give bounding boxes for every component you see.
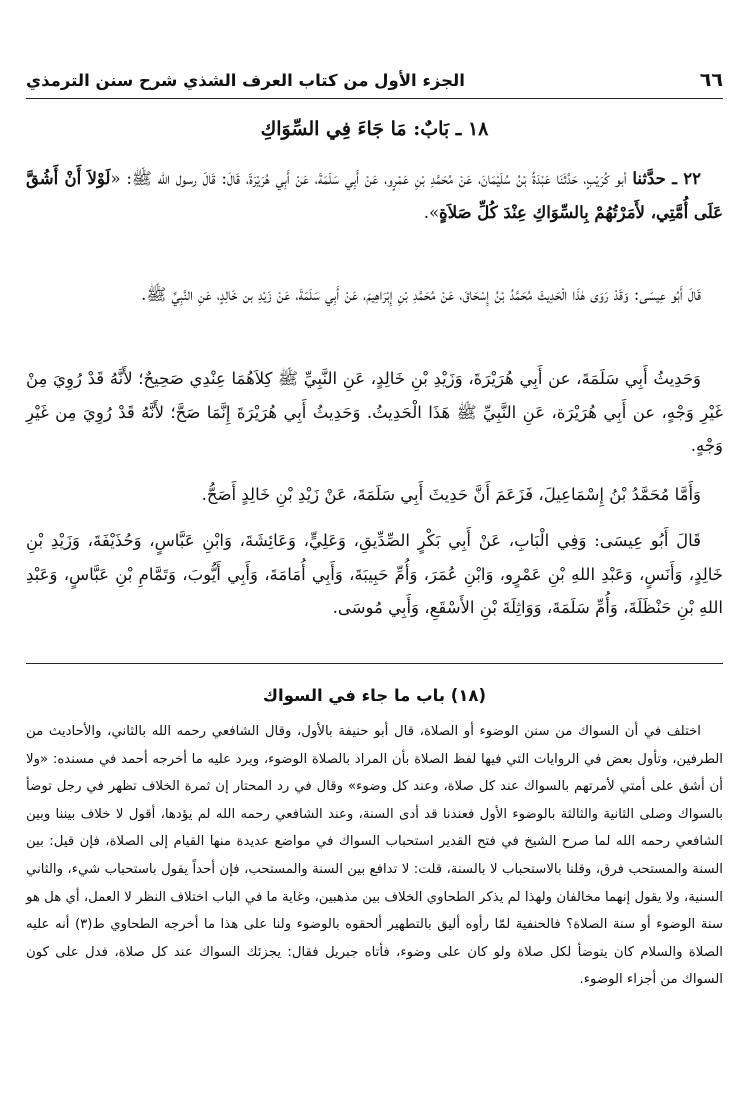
hadith-chain: أبو كُرَيْبٍ، حَدَّثَنَا عَبْدَةُ بْنُ سُلَيْمَانَ، عَنْ مُحَمَّدِ بْنِ عَمْرٍو، عَنْ أَبِي سَلَمَةَ، عَنْ أَبِي هُرَيْرَةَ، قَالَ: قَالَ رسول الله ﷺ: « [110,169,633,188]
page-number: ٦٦ [699,69,723,91]
commentary-paragraph-4: قَالَ أَبُو عِيسَى: وَفِي الْبَابِ، عَنْ أَبِي بَكْرٍ الصِّدِّيقِ، وَعَلِيٍّ، وَعَائِشَةَ، وَابْنِ عَبَّاسٍ، وَحُذَيْفَةَ، وَزَيْدِ بْنِ خَالِدٍ، وَأَنَسٍ، وَعَبْدِ اللهِ بْنِ عَمْرٍو، وَابْنِ عُمَرَ، وَأُمِّ حَبِيبَةَ، وَأَبِي أُمَامَةَ، وَأَبِي أَيُّوبَ، وَتَمَّامِ بْنِ عَبَّاسٍ، وَعَبْدِ اللهِ بْنِ حَنْظَلَةَ، وَأُمِّ سَلَمَةَ، وَوَاثِلَةَ بْنِ الأَسْقَعِ، وَأَبِي مُوسَى. [26,531,723,617]
chapter-title: ١٨ ـ بَابٌ: مَا جَاءَ فِي السِّوَاكِ [260,118,489,140]
hadith-close: ». [423,202,440,222]
hadith-text: لَوْلاَ أَنْ أَشُقَّ عَلَى أُمَّتِي، لأَمَرْتُهُمْ بِالسِّوَاكِ عِنْدَ كُلِّ صَلاَةٍ [26,169,723,222]
book-title: الجزء الأول من كتاب العرف الشذي شرح سنن الترمذي [26,70,465,90]
hadith-paragraph [26,162,723,229]
running-header [26,62,723,99]
commentary-paragraph-1: قَالَ أَبُو عِيسَى: وَقَدْ رَوَى هٰذَا الْحَدِيثَ مُحَمَّدُ بْنُ إِسْحَاقَ، عَنْ مُحَمَّدِ بْنِ إِبْرَاهِيمَ، عَنْ أَبِي سَلَمَةَ، عَنْ زَيْدِ بن خَالِدٍ، عَنِ النَّبِيِّ ﷺ. [141,285,701,304]
commentary-paragraph-2: وَحَدِيثُ أَبِي سَلَمَةَ، عن أَبِي هُرَيْرَةَ، وَزَيْدِ بْنِ خَالِدٍ، عَنِ النَّبِيِّ ﷺ كِلاَهُمَا عِنْدِي صَحِيحٌ؛ لأَنَّهُ قَدْ رُوِيَ مِنْ غَيْرِ وَجْهٍ، عن أَبِي هُرَيْرَة، عَنِ النَّبِيِّ ﷺ هَذَا الْحَدِيثُ. وَحَدِيثُ أَبِي هُرَيْرَةَ إِنَّمَا صَحَّ؛ لأَنَّهُ قَدْ رُوِيَ مِن غَيْرِ وَجْهٍ. [26,369,723,455]
commentary-body: اختلف في أن السواك من سنن الوضوء أو الصلاة، قال أبو حنيفة بالأول، وقال الشافعي رحمه الله بالثاني، والأحاديث من الطرفين، وتأول بعض في الروايات التي فيها لفظ الصلاة بأن المراد بالصلاة الوضوء، ويرد عليه ما أخرجه أحمد في مسنده: «ولا أن أشق على أمتي لأمرتهم بالسواك عند كل صلاة، وعند كل وضوء» وقال في رد المحتار إن ثمرة الخلاف تظهر في رجل توضأ بالسواك وصلى الثانية والثالثة بالوضوء الأول فعندنا قد أدى السنة، وعند الشافعي رحمه الله لم يؤدها، أقول لا خلاف بيننا وبين الشافعي رحمه الله لما صرح الشيخ في فتح القدير استحباب السواك في مواضع عديدة منها القيام إلى الصلاة، فإن قيل: بين السنة والمستحب فرق، وقلنا بالاستحباب لا بالسنة، قلت: لا تدافع بين السنة والمستحب، فإن أحداً يقول باستحباب شيء، والثاني السنية، ولا يقول إنهما مخالفان ولهذا لم يذكر الطحاوي الخلاف بين مذهبين، وغاية ما في الباب اختلاف النظر لا العمل، أي هل هو سنة الوضوء أو سنة الصلاة؟ فالحنفية لمّا رأوه أليق بالتطهير ألحقوه بالوضوء ولنا على هذا ما أخرجه الطحاوي ط(٣) أنه عليه الصلاة والسلام كان يتوضأ لكل صلاة ولو كان على وضوء، فأتاه جبريل فقال: يجزئك السواك عند كل صلاة، فدل على كون السواك من أجزاء الوضوء. [26,724,723,988]
commentary-section-title: (١٨) باب ما جاء في السواك [262,686,487,705]
commentary-paragraph-3: وَأَمَّا مُحَمَّدُ بْنُ إِسْمَاعِيلَ، فَزَعَمَ أَنَّ حَدِيثَ أَبِي سَلَمَةَ، عَنْ زَيْدِ بْنِ خَالِدٍ أَصَحُّ. [201,485,701,504]
section-divider [26,663,723,664]
document-page [26,0,723,1106]
hadith-number: ٢٢ ـ حدَّثنا [632,169,701,188]
